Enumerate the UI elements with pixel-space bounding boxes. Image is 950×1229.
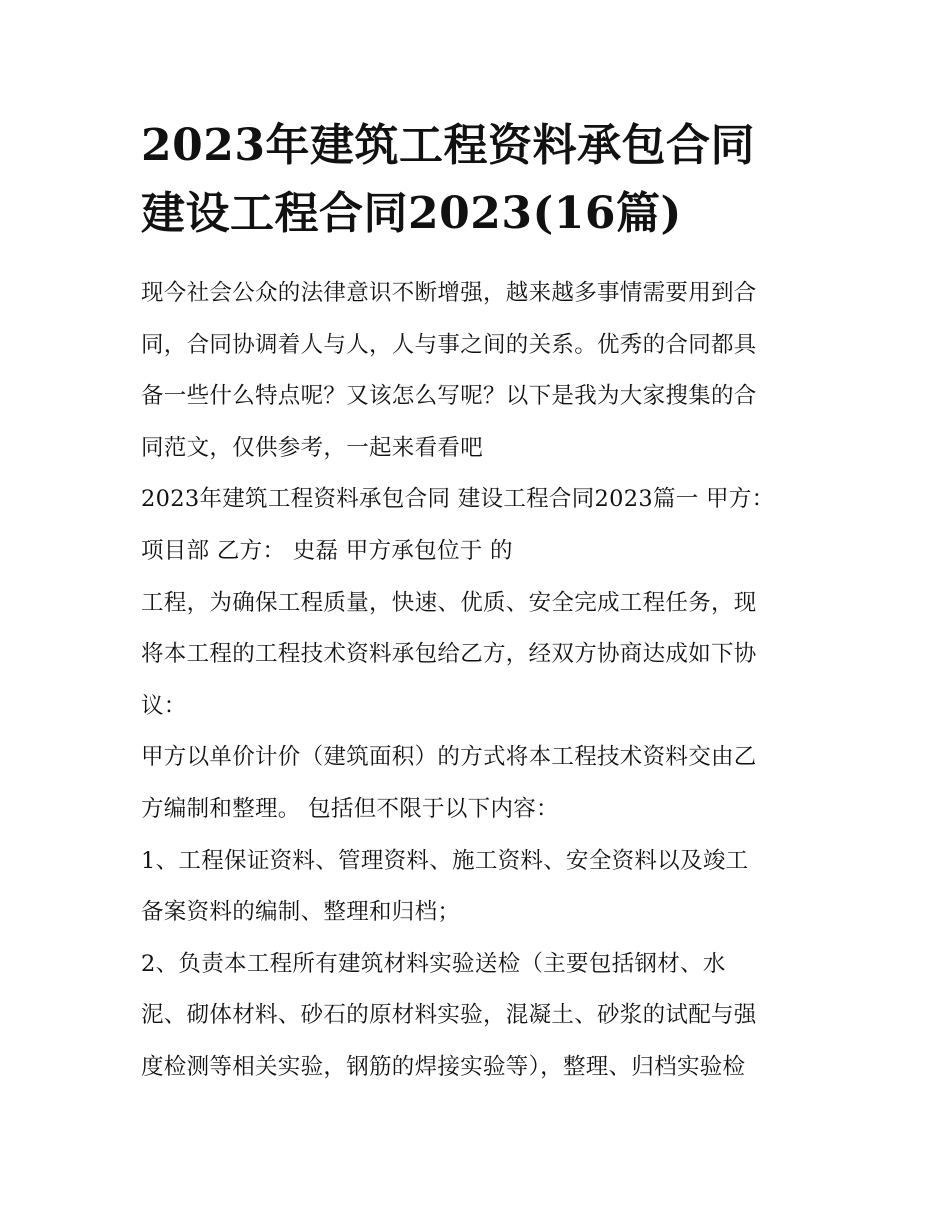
body-line: 同范文，仅供参考，一起来看看吧 [141, 434, 484, 461]
body-line: 度检测等相关实验，钢筋的焊接实验等），整理、归档实验检 [141, 1053, 746, 1080]
body-line: 议： [141, 692, 187, 719]
body-line: 甲方以单价计价（建筑面积）的方式将本工程技术资料交由乙 [141, 744, 757, 771]
body-line: 将本工程的工程技术资料承包给乙方，经双方协商达成如下协 [141, 641, 757, 668]
body-line: 方编制和整理。 包括但不限于以下内容： [141, 795, 559, 822]
title-line-1: 2023年建筑工程资料承包合同 [141, 120, 755, 171]
document-title [141, 112, 813, 248]
body-line: 备案资料的编制、整理和归档； [141, 899, 461, 926]
title-line-2: 建设工程合同2023(16篇) [141, 188, 682, 239]
body-line: 现今社会公众的法律意识不断增强，越来越多事情需要用到合 [141, 280, 757, 306]
body-line: 工程，为确保工程质量，快速、优质、安全完成工程任务，现 [141, 589, 757, 616]
body-line: 泥、砌体材料、砂石的原材料实验，混凝土、砂浆的试配与强 [141, 1002, 757, 1029]
body-line: 2、负责本工程所有建筑材料实验送检（主要包括钢材、水 [141, 950, 726, 977]
document-page [141, 112, 813, 1094]
body-line: 项目部 乙方： 史磊 甲方承包位于 的 [141, 537, 513, 564]
body-line: 2023年建筑工程资料承包合同 建设工程合同2023篇一 甲方： [141, 486, 775, 513]
document-body [141, 268, 813, 1094]
body-line: 1、工程保证资料、管理资料、施工资料、安全资料以及竣工 [141, 847, 749, 874]
body-line: 备一些什么特点呢？又该怎么写呢？以下是我为大家搜集的合 [141, 383, 757, 410]
body-line: 同，合同协调着人与人，人与事之间的关系。优秀的合同都具 [141, 331, 757, 358]
